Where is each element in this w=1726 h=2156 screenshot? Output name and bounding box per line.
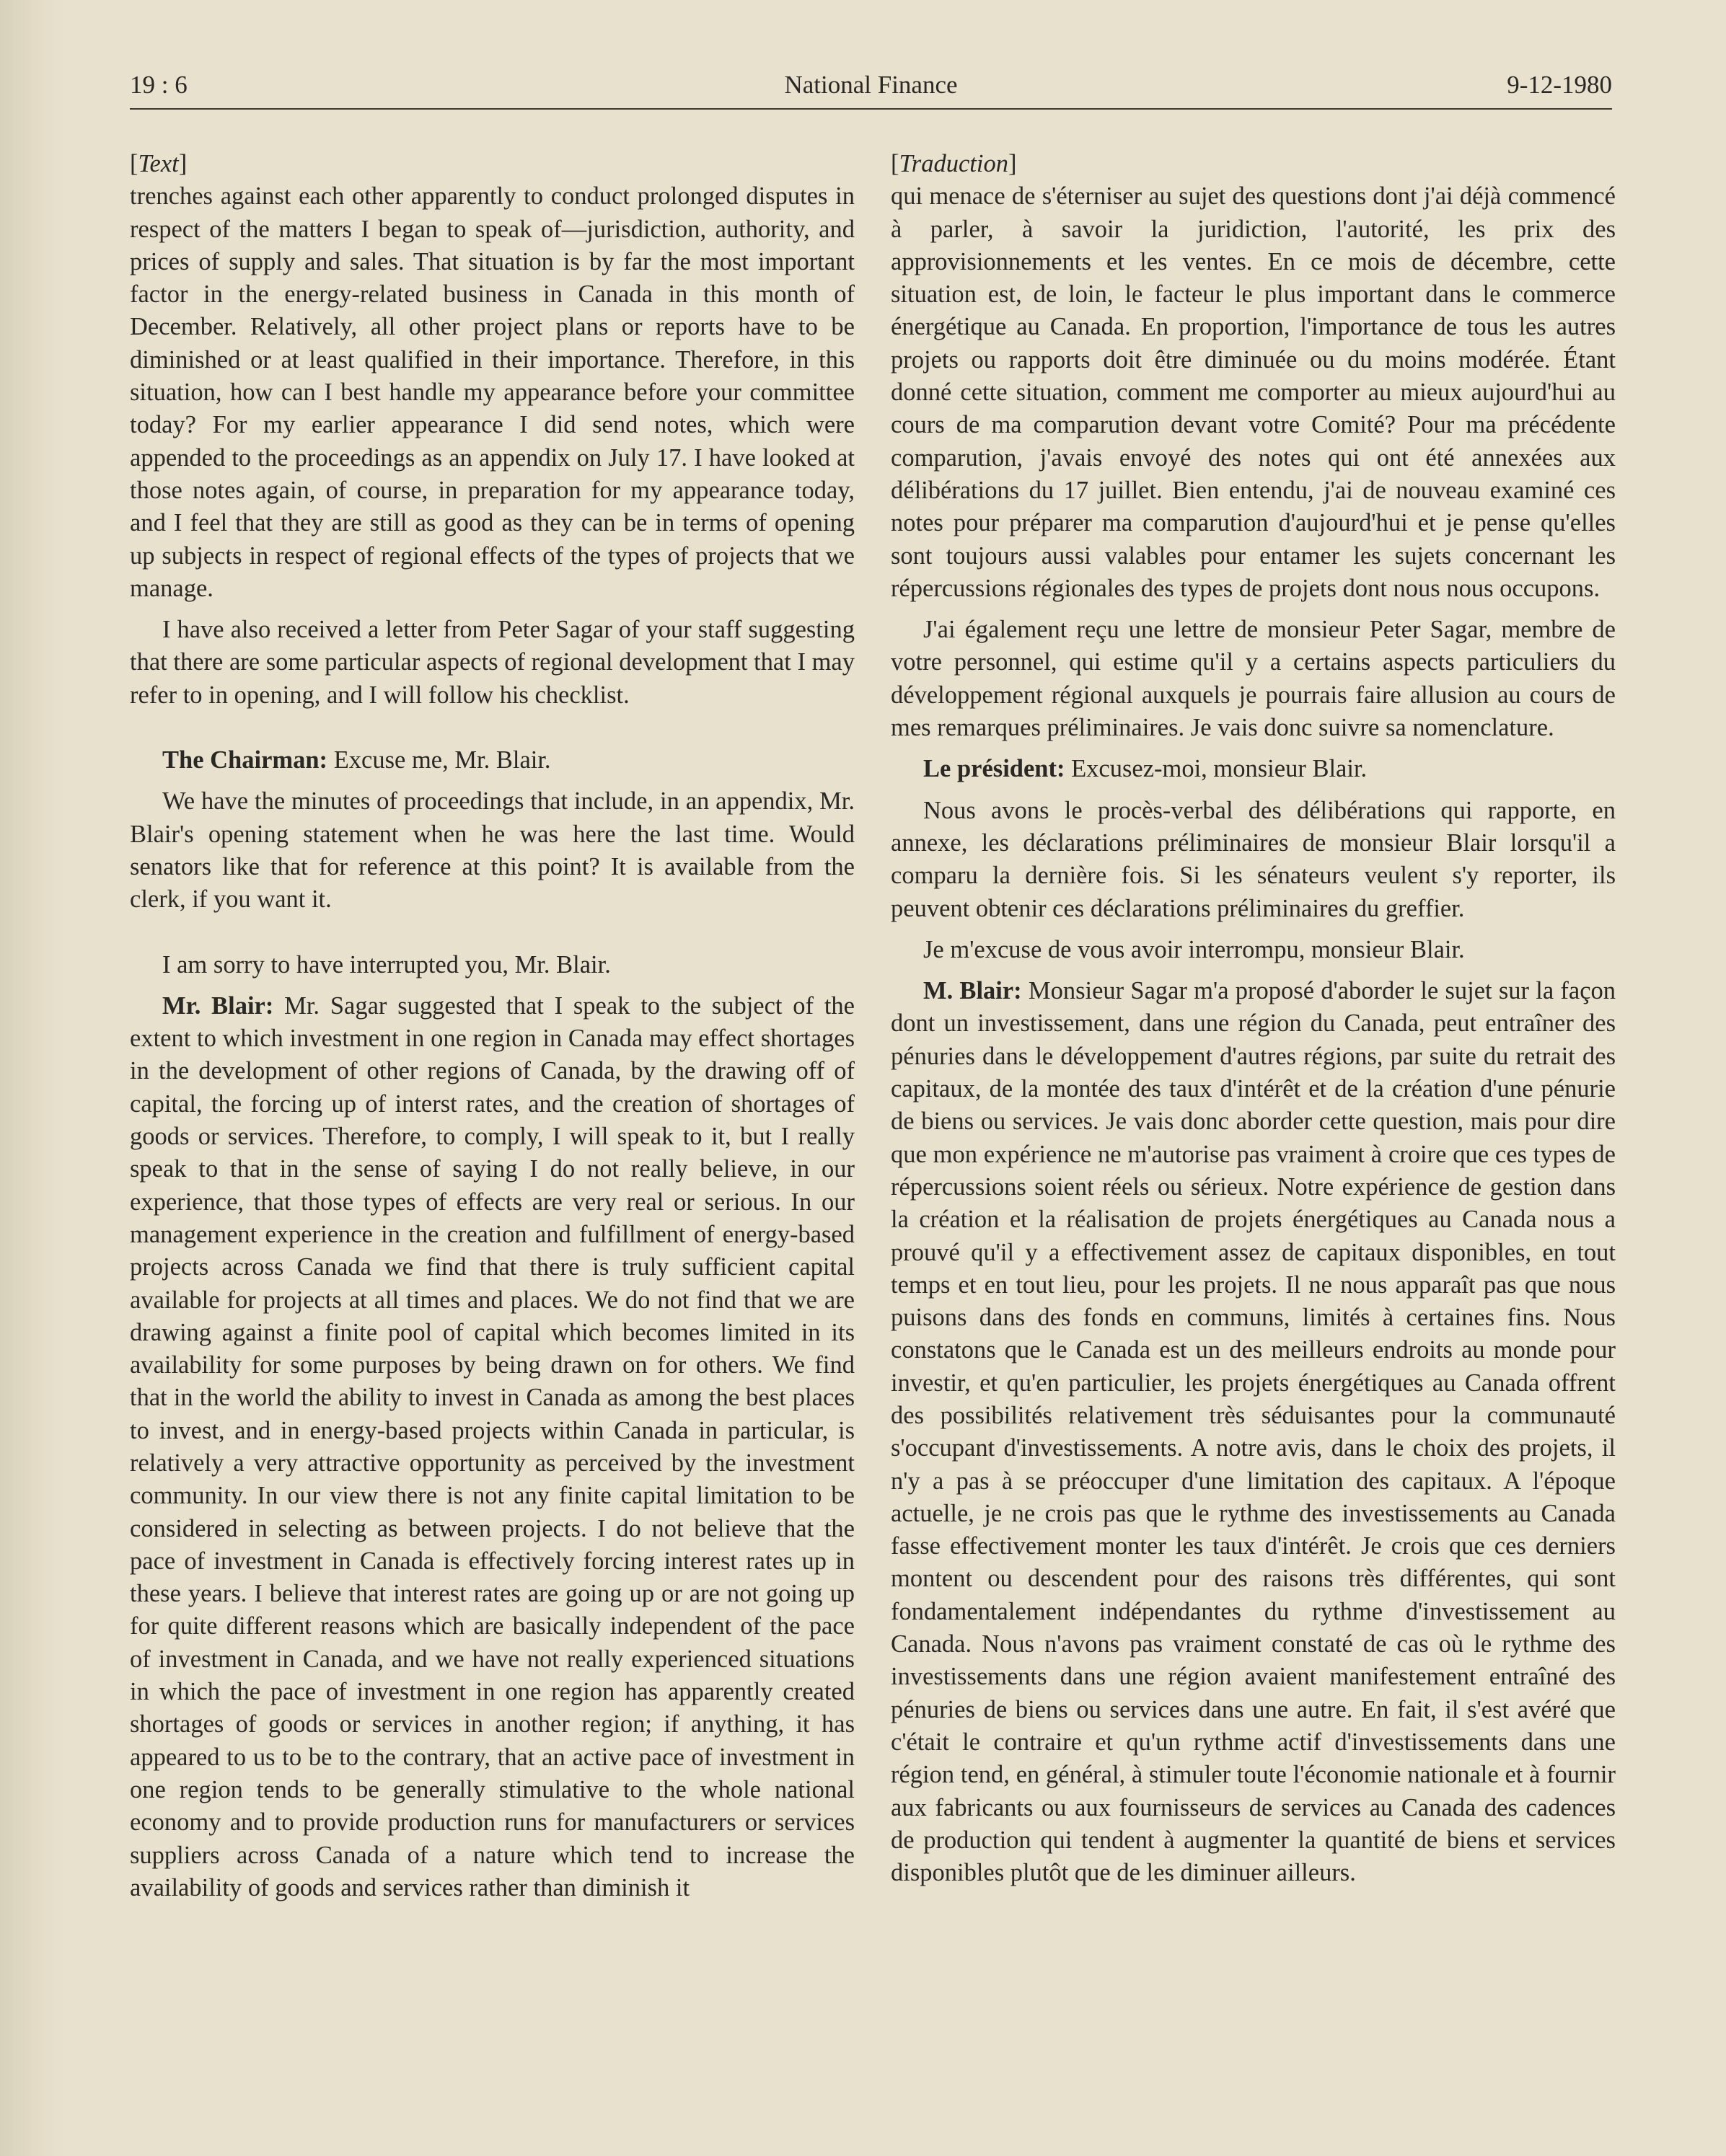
speaker-name: Le président: — [923, 755, 1065, 783]
publication-title: National Finance — [784, 71, 958, 99]
header-rule — [130, 108, 1612, 110]
document-page — [130, 69, 1616, 2109]
speaker-paragraph: Mr. Blair: Mr. Sagar suggested that I speak to the subject of the extent to which investment in one region in Canada may effect shortages in the development of other regions of Canada, by the drawing off of capital, the forcing up of interst rates, and the creation of shortages of goods or services. Therefore, to comply, I will speak to it, but I really speak to that in the sense of saying I do not really believe, in our experience, that those types of effects are very real or serious. In our management experience in the creation and fulfillment of energy-based projects across Canada we find that there is truly sufficient capital available for projects at all times and places. We do not find that we are drawing against a finite pool of capital which becomes limited in its availability for some purposes by being drawn on for others. We find that in the world the ability to invest in Canada as among the best places to invest, and in energy-based projects within Canada in particular, is relatively a very attractive opportunity as perceived by the investment community. In our view there is not any finite capital limitation to be considered in selecting as between projects. I do not believe that the pace of investment in Canada is effectively forcing interest rates up in these years. I believe that interest rates are going up or are not going up for quite different reasons which are basically independent of the pace of investment in Canada, and we have not really experienced situations in which the pace of investment in one region has apparently created shortages of goods or services in another region; if anything, it has appeared to us to be to the contrary, that an active pace of investment in one region tends to be generally stimulative to the whole national economy and to provide production runs for manufacturers or services suppliers across Canada of a nature which tend to increase the availability of goods and services rather than diminish it — [130, 991, 855, 1901]
language-tag: [Text] — [130, 150, 188, 177]
paragraph: I have also received a letter from Peter Sagar of your staff suggesting that there are some particular aspects of regional development that I may refer to in opening, and I will follow his checklist. — [130, 616, 855, 709]
paragraph: I am sorry to have interrupted you, Mr. Blair. — [162, 950, 611, 978]
language-tag: [Traduction] — [891, 150, 1017, 177]
speaker-paragraph: The Chairman: Excuse me, Mr. Blair. — [162, 746, 551, 774]
paragraph: qui menace de s'éterniser au sujet des questions dont j'ai déjà commencé à parler, à savoir la juridiction, l'autorité, les prix des approvisionnements et les ventes. En ce mois de décembre, cette situation est, de loin, le facteur le plus important dans le commerce énergétique au Canada. En proportion, l'importance de tous les autres projets ou rapports doit être diminuée ou du moins modérée. Étant donné cette situation, comment me comporter au mieux aujourd'hui au cours de ma comparution devant votre Comité? Pour ma précédente comparution, j'avais envoyé des notes qui ont été annexées aux délibérations du 17 juillet. Bien entendu, j'ai de nouveau examiné ces notes pour préparer ma comparution d'aujourd'hui et je pense qu'elles sont toujours aussi valables pour entamer les sujets concernant les répercussions régionales des types de projets dont nous nous occupons. — [891, 182, 1616, 602]
paragraph: Nous avons le procès-verbal des délibérations qui rapporte, en annexe, les déclarations préliminaires de monsieur Blair lorsqu'il a comparu la dernière fois. Si les sénateurs veulent s'y reporter, ils peuvent obtenir ces déclarations préliminaires du greffier. — [891, 796, 1616, 922]
paragraph: Je m'excuse de vous avoir interrompu, monsieur Blair. — [923, 935, 1465, 963]
paragraph: J'ai également reçu une lettre de monsieur Peter Sagar, membre de votre personnel, qui estime qu'il y a certains aspects particuliers du développement régional auxquels je pourrais faire allusion au cours de mes remarques préliminaires. Je vais donc suivre sa nomenclature. — [891, 616, 1616, 742]
paragraph: We have the minutes of proceedings that include, in an appendix, Mr. Blair's opening statement when he was here the last time. Would senators like that for reference at this point? It is available from the clerk, if you want it. — [130, 787, 855, 914]
speaker-name: The Chairman: — [162, 746, 328, 774]
speaker-paragraph: M. Blair: Monsieur Sagar m'a proposé d'aborder le sujet sur la façon dont un investissement, dans une région du Canada, peut entraîner des pénuries dans le développement d'autres régions, par suite du retrait des capitaux, de la montée des taux d'intérêt et de la création d'une pénurie de biens ou services. Je vais donc aborder cette question, mais pour dire que mon expérience ne m'autorise pas vraiment à croire que ces types de répercussions soient réels ou sérieux. Notre expérience de gestion dans la création et la réalisation de projets énergétiques au Canada nous a prouvé qu'il y a effectivement assez de capitaux disponibles, en tout temps et en tout lieu, pour les projets. Il ne nous apparaît pas que nous puisons dans des fonds en communs, limités à certaines fins. Nous constatons que le Canada est un des meilleurs endroits au monde pour investir, et qu'en particulier, les projets énergétiques au Canada offrent des possibilités relativement très séduisantes pour la communauté s'occupant d'investissements. A notre avis, dans le choix des projets, il n'y a pas à se préoccuper d'une limitation des capitaux. A l'époque actuelle, je ne crois pas que le rythme des investissements au Canada fasse effectivement monter les taux d'intérêt. Je crois que ces derniers montent ou descendent pour des raisons très différentes, qui sont fondamentalement indépendantes du rythme d'investissement au Canada. Nous n'avons pas vraiment constaté de cas où le rythme des investissements dans une région avaient manifestement entraîné des pénuries de biens ou services dans une autre. En fait, il s'est avéré que c'était le contraire et qu'un rythme actif d'investissements dans une région tend, en général, à stimuler toute l'économie nationale et à fournir aux fabricants ou aux fournisseurs de services au Canada des cadences de production qui tendent à augmenter la quantité de biens et services disponibles plutôt que de les diminuer ailleurs. — [891, 977, 1616, 1887]
speaker-name: Mr. Blair: — [162, 991, 274, 1020]
running-header — [130, 69, 1612, 108]
header-date: 9-12-1980 — [1507, 71, 1612, 99]
page-edge — [0, 0, 65, 2156]
paragraph: trenches against each other apparently to conduct prolonged disputes in respect of the matters I began to speak of—jurisdiction, authority, and prices of supply and sales. That situation is by far the most important factor in the energy-related business in Canada in this month of December. Relatively, all other project plans or reports have to be diminished or at least qualified in their importance. Therefore, in this situation, how can I best handle my appearance before your committee today? For my earlier appearance I did send notes, which were appended to the proceedings as an appendix on July 17. I have looked at those notes again, of course, in preparation for my appearance today, and I feel that they are still as good as they can be in terms of opening up subjects in respect of regional effects of the types of projects that we manage. — [130, 182, 855, 602]
speaker-paragraph: Le président: Excusez-moi, monsieur Blair. — [923, 755, 1368, 783]
page-number: 19 : 6 — [130, 71, 188, 99]
english-column — [130, 148, 855, 1904]
french-column — [891, 148, 1616, 1889]
speaker-name: M. Blair: — [923, 977, 1022, 1005]
